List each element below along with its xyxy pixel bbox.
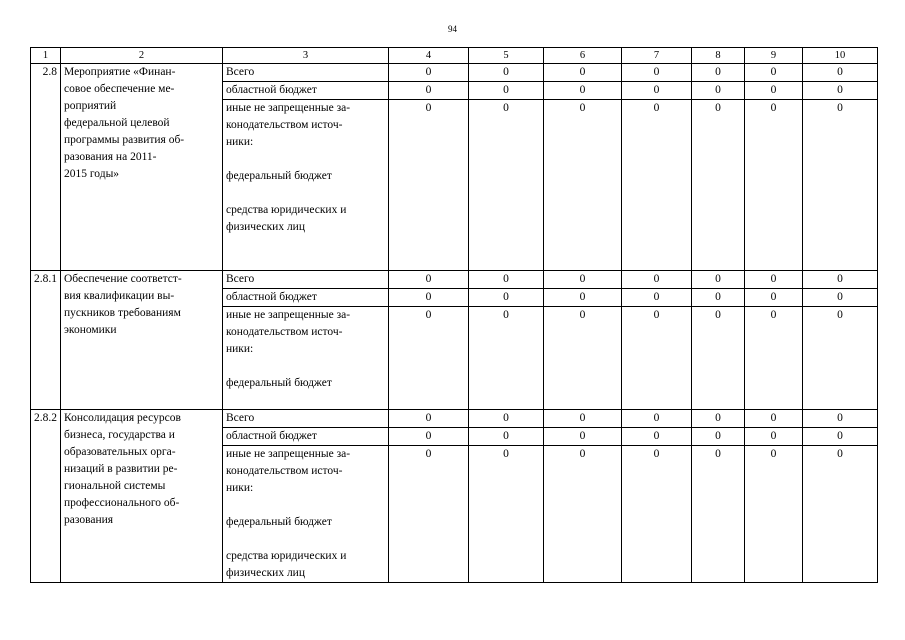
table-row (31, 64, 878, 82)
item-name (61, 271, 223, 410)
table-row (31, 410, 878, 428)
text-line: роприятий (64, 100, 117, 112)
value-cell: 0 (745, 410, 803, 428)
value-cell: 0 (745, 289, 803, 307)
text-line (226, 392, 385, 409)
text-line: совое обеспечение ме- (64, 83, 175, 95)
text-line: средства юридических и (226, 204, 347, 216)
text-line (226, 358, 385, 375)
item-name (61, 410, 223, 583)
text-line: профессионального об- (64, 497, 180, 509)
value-cell: 0 (692, 428, 745, 446)
text-line: ники: (226, 343, 254, 355)
text-line: гиональной системы (64, 480, 166, 492)
value-cell: 0 (389, 289, 469, 307)
value-cell: 0 (469, 307, 544, 410)
value-cell: 0 (745, 100, 803, 271)
value-cell: 0 (622, 100, 692, 271)
column-header: 1 (31, 48, 61, 64)
value-cell: 0 (622, 410, 692, 428)
text-line: Всего (226, 412, 255, 424)
column-header: 5 (469, 48, 544, 64)
value-cell: 0 (469, 271, 544, 289)
value-cell: 0 (544, 307, 622, 410)
value-cell: 0 (622, 446, 692, 583)
text-line: областной бюджет (226, 291, 317, 303)
value-cell: 0 (544, 428, 622, 446)
value-cell: 0 (469, 64, 544, 82)
value-cell: 0 (692, 446, 745, 583)
value-cell: 0 (622, 64, 692, 82)
text-line: Всего (226, 66, 255, 78)
funding-source (223, 289, 389, 307)
text-line: Обеспечение соответст- (64, 273, 182, 285)
value-cell: 0 (692, 100, 745, 271)
column-header: 7 (622, 48, 692, 64)
value-cell: 0 (544, 410, 622, 428)
text-line: пускников требованиям (64, 307, 181, 319)
column-header: 2 (61, 48, 223, 64)
value-cell: 0 (622, 307, 692, 410)
text-line: физических лиц (226, 221, 305, 233)
value-cell: 0 (745, 307, 803, 410)
value-cell: 0 (389, 82, 469, 100)
funding-source (223, 100, 389, 271)
value-cell: 0 (469, 410, 544, 428)
header-row (31, 48, 878, 64)
funding-source (223, 428, 389, 446)
value-cell: 0 (692, 410, 745, 428)
column-header: 4 (389, 48, 469, 64)
value-cell: 0 (622, 428, 692, 446)
table-row (31, 271, 878, 289)
value-cell: 0 (469, 428, 544, 446)
text-line: бизнеса, государства и (64, 429, 175, 441)
text-line (226, 151, 385, 168)
text-line: конодательством источ- (226, 465, 343, 477)
value-cell: 0 (803, 289, 878, 307)
text-line: Консолидация ресурсов (64, 412, 181, 424)
page-number: 94 (448, 24, 457, 34)
text-line: областной бюджет (226, 430, 317, 442)
text-line: ники: (226, 482, 254, 494)
funding-source (223, 64, 389, 82)
value-cell: 0 (389, 446, 469, 583)
value-cell: 0 (803, 64, 878, 82)
funding-source (223, 271, 389, 289)
value-cell: 0 (544, 100, 622, 271)
column-header: 6 (544, 48, 622, 64)
value-cell: 0 (469, 82, 544, 100)
value-cell: 0 (544, 289, 622, 307)
text-line: федеральный бюджет (226, 516, 332, 528)
text-line (226, 531, 385, 548)
text-line: иные не запрещенные за- (226, 448, 351, 460)
item-name (61, 64, 223, 271)
value-cell: 0 (803, 82, 878, 100)
text-line: иные не запрещенные за- (226, 309, 351, 321)
text-line: Мероприятие «Финан- (64, 66, 176, 78)
value-cell: 0 (389, 428, 469, 446)
value-cell: 0 (389, 271, 469, 289)
text-line: ники: (226, 136, 254, 148)
value-cell: 0 (692, 289, 745, 307)
item-code: 2.8 (31, 64, 61, 271)
text-line: федеральный бюджет (226, 377, 332, 389)
value-cell: 0 (622, 82, 692, 100)
text-line: Всего (226, 273, 255, 285)
text-line: программы развития об- (64, 134, 185, 146)
funding-source (223, 82, 389, 100)
text-line: образовательных орга- (64, 446, 176, 458)
value-cell: 0 (544, 82, 622, 100)
value-cell: 0 (544, 446, 622, 583)
value-cell: 0 (692, 82, 745, 100)
text-line: федеральный бюджет (226, 170, 332, 182)
value-cell: 0 (745, 446, 803, 583)
column-header: 10 (803, 48, 878, 64)
text-line: федеральной целевой (64, 117, 170, 129)
text-line: конодательством источ- (226, 119, 343, 131)
value-cell: 0 (692, 307, 745, 410)
item-code: 2.8.2 (31, 410, 61, 583)
value-cell: 0 (745, 428, 803, 446)
funding-source (223, 410, 389, 428)
text-line: средства юридических и (226, 550, 347, 562)
column-header: 8 (692, 48, 745, 64)
value-cell: 0 (389, 410, 469, 428)
value-cell: 0 (803, 100, 878, 271)
value-cell: 0 (745, 271, 803, 289)
text-line: иные не запрещенные за- (226, 102, 351, 114)
value-cell: 0 (692, 64, 745, 82)
funding-source (223, 446, 389, 583)
value-cell: 0 (745, 82, 803, 100)
column-header: 9 (745, 48, 803, 64)
text-line (226, 185, 385, 202)
text-line: физических лиц (226, 567, 305, 579)
value-cell: 0 (745, 64, 803, 82)
value-cell: 0 (803, 307, 878, 410)
value-cell: 0 (803, 446, 878, 583)
value-cell: 0 (803, 410, 878, 428)
value-cell: 0 (622, 289, 692, 307)
value-cell: 0 (389, 64, 469, 82)
value-cell: 0 (389, 100, 469, 271)
text-line: экономики (64, 324, 117, 336)
value-cell: 0 (544, 271, 622, 289)
value-cell: 0 (469, 289, 544, 307)
value-cell: 0 (469, 100, 544, 271)
text-line: областной бюджет (226, 84, 317, 96)
text-line: 2015 годы» (64, 168, 120, 180)
text-line: вия квалификации вы- (64, 290, 175, 302)
value-cell: 0 (622, 271, 692, 289)
text-line (226, 497, 385, 514)
value-cell: 0 (803, 428, 878, 446)
text-line (226, 253, 385, 270)
budget-table (30, 47, 878, 583)
text-line: низаций в развитии ре- (64, 463, 178, 475)
item-code: 2.8.1 (31, 271, 61, 410)
value-cell: 0 (544, 64, 622, 82)
value-cell: 0 (803, 271, 878, 289)
text-line: разования (64, 514, 114, 526)
value-cell: 0 (389, 307, 469, 410)
text-line (226, 236, 385, 253)
text-line: разования на 2011- (64, 151, 157, 163)
column-header: 3 (223, 48, 389, 64)
value-cell: 0 (692, 271, 745, 289)
value-cell: 0 (469, 446, 544, 583)
funding-source (223, 307, 389, 410)
text-line: конодательством источ- (226, 326, 343, 338)
